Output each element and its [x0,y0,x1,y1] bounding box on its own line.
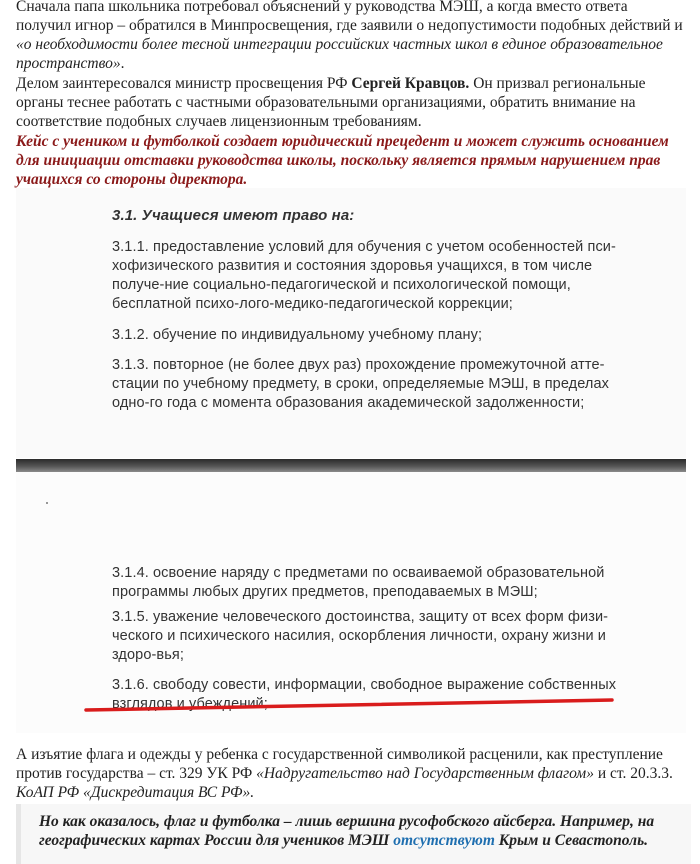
emphasis-paragraph: Кейс с учеником и футболкой создает юридический прецедент и может служить основанием для инициации отставки руководства школы, поскольку является прямым нарушением прав учащихся со стороны директора. [16,133,669,188]
paragraph-4-quote-2: КоАП РФ «Дискредитация ВС РФ». [16,784,255,801]
clause-3-1-1: 3.1.1. предоставление условий для обучения с учетом особенностей пси-хофизического развития и состояния здоровья учащихся, в том числе получе-ние социально-педагогической и психологической помощи, бесплатной психо-лого-медико-педагогической коррекции; [112,239,616,312]
clause-3-1-3: 3.1.3. повторное (не более двух раз) прохождение промежуточной атте-стации по учебному предмету, в сроки, определяемые МЭШ, в пределах одно-го года с момента образования академической задолженности; [112,357,609,411]
paragraph-2 [16,74,686,131]
scan-speck [46,502,48,504]
clause-3-1-2: 3.1.2. обучение по индивидуальному учебному плану; [112,327,483,343]
paragraph-4-text-b: и ст. 20.3.3. [593,765,673,782]
paragraph-2-text-b: Он призвал региональные органы теснее работать с частными образовательными организациями, обратить внимание на соответствие подобных случаев лицензионным требованиям. [16,75,646,130]
paragraph-1-end: . [120,55,125,72]
paragraph-4-text-a: А изъятие флага и одежды у ребенка с государственной символикой расценили, как преступление против государства – ст. 329 УК РФ [16,746,663,782]
doc-heading: 3.1. Учащиеся имеют право на: [112,207,355,224]
paragraph-2-text-a: Делом заинтересовался министр просвещения РФ [16,75,352,92]
minister-name: Сергей Кравцов. [351,75,470,92]
paragraph-4-quote-1: «Надругательство над Государственным флагом» [256,765,594,782]
red-underline-mark [84,696,614,720]
paragraph-1 [16,0,686,73]
blockquote-text-b: Крым и Севастополь. [494,832,649,849]
blockquote [16,804,691,864]
page-break-bar [16,459,686,472]
blockquote-text [39,812,679,850]
paragraph-4 [16,745,686,802]
clause-3-1-5: 3.1.5. уважение человеческого достоинства, защиту от всех форм физи-ческого и психического насилия, оскорбления личности, охрану жизни и здоро-вья; [112,609,609,663]
paragraph-1-quote: «о необходимости более тесной интеграции российских частных школ в единое образовательное пространство» [16,36,663,72]
missing-link[interactable]: отсутствуют [393,832,495,849]
paragraph-1-text: Сначала папа школьника потребовал объяснений у руководства МЭШ, а когда вместо ответа получил игнор – обратился в Минпросвещения, где заявили о недопустимости подобных действий и [16,0,683,34]
document-scan-image [16,188,686,733]
document-page-top [16,188,686,458]
clause-3-1-4: 3.1.4. освоение наряду с предметами по осваиваемой образовательной программы любых других предметов, преподаваемых в МЭШ; [112,565,605,600]
blockquote-text-a: Но как оказалось, флаг и футболка – лишь вершина русофобского айсберга. Например, на географических картах России для учеников МЭШ [39,813,655,849]
clause-3-1-6: 3.1.6. свободу совести, информации, свободное выражение собственных взглядов и убеждений; [112,677,617,712]
